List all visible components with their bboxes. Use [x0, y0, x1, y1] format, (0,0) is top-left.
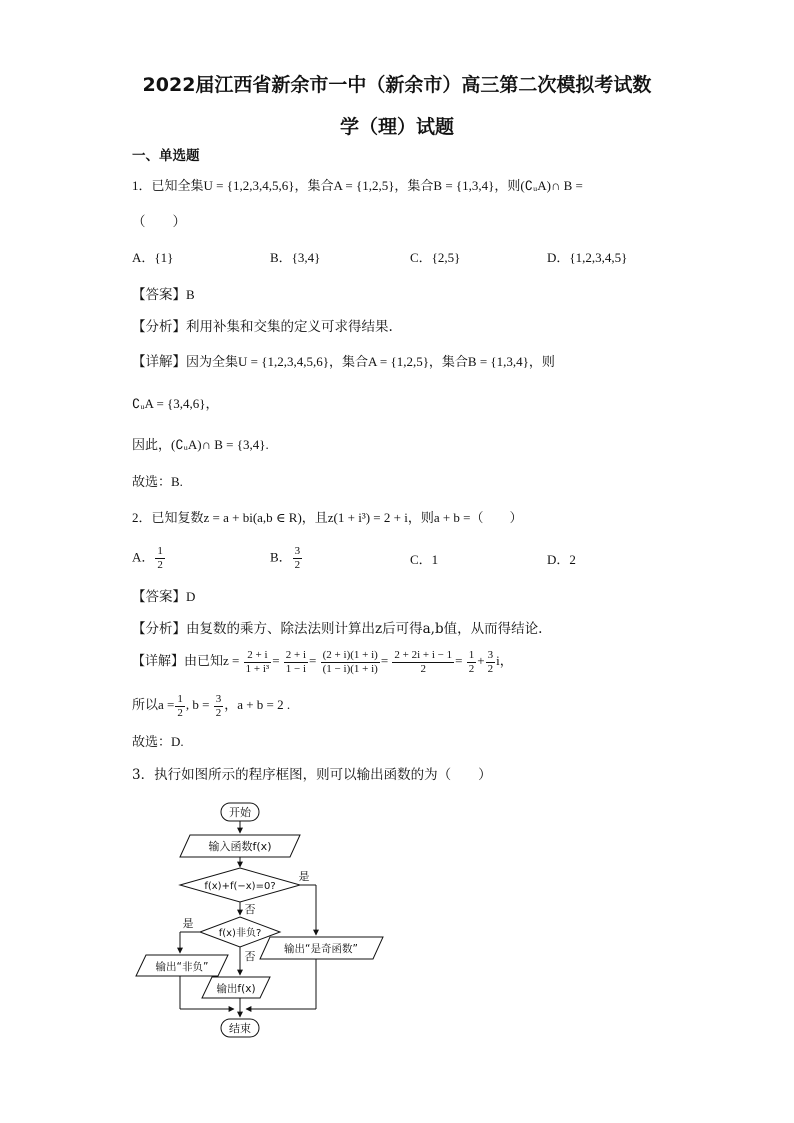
q1-option-b: B．{3,4}	[270, 250, 321, 265]
q2-so-b-den: 2	[215, 706, 222, 719]
q2-answer-tag: 【答案】	[132, 589, 186, 605]
q2-frac-2-den: 1 − i	[285, 662, 307, 675]
q2-frac-4-num: 2 + 2i + i − 1	[394, 648, 453, 661]
flowchart-decision2-label: f(x)非负?	[218, 928, 262, 939]
q2-analysis-row	[132, 620, 542, 638]
flowchart-input-label: 输入函数f(x)	[208, 840, 272, 853]
q2-frac-6	[486, 649, 496, 676]
q2-frac-4	[392, 649, 454, 676]
q2-option-a-label: A．	[132, 549, 155, 565]
q1-analysis: 利用补集和交集的定义可求得结果.	[186, 319, 393, 335]
q2-frac-1-den: 1 + i³	[245, 662, 270, 675]
q2-frac-5-num: 1	[468, 648, 475, 661]
q2-frac-3-num: (2 + i)(1 + i)	[322, 648, 378, 661]
q2-conclusion: 故选：D.	[132, 734, 184, 749]
q2-option-b-label: B．	[270, 549, 292, 565]
flowchart-yes2-label: 是	[182, 917, 194, 930]
q2-option-c: C．1	[410, 552, 439, 567]
q1-answer-tag: 【答案】	[132, 287, 186, 303]
q2-frac-6-num: 3	[487, 648, 494, 661]
q1-detail-tag: 【详解】	[132, 354, 186, 370]
q2-tail-i: i，	[496, 653, 513, 668]
q1-analysis-tag: 【分析】	[132, 319, 186, 335]
q1-detail-line1: 因为全集U = {1,2,3,4,5,6}，集合A = {1,2,5}，集合B = {1,3,4}，则	[186, 354, 555, 369]
q2-analysis: 由复数的乘方、除法法则计算出z后可得a,b值，从而得结论.	[186, 621, 543, 637]
q3-stem: 3．执行如图所示的程序框图，则可以输出函数的为（ ）	[132, 767, 492, 783]
q1-analysis-row	[132, 318, 393, 336]
q1-paren: （ ）	[132, 214, 186, 230]
q2-stem: 2．已知复数z = a + bi(a,b ∈ R)，且z(1 + i³) = 2 + i，则a + b =（ ）	[132, 510, 523, 525]
q1-option-c: C．{2,5}	[410, 250, 461, 265]
q2-so-a-den: 2	[177, 706, 183, 719]
q2-so-prefix: 所以a =	[132, 697, 175, 712]
flowchart	[120, 795, 400, 1050]
q1-option-d: D．{1,2,3,4,5}	[547, 250, 628, 265]
section-heading: 一、单选题	[132, 148, 200, 164]
flowchart-end-label: 结束	[229, 1022, 251, 1035]
q2-detail-prefix: 由已知z =	[184, 653, 240, 668]
page-title-line2: 学（理）试题	[339, 116, 454, 138]
flowchart-out-fx-label: 输出f(x)	[216, 983, 256, 995]
q2-frac-2	[284, 649, 308, 676]
flowchart-yes1-label: 是	[298, 870, 310, 883]
q2-frac-4-den: 2	[420, 662, 427, 675]
q2-analysis-tag: 【分析】	[132, 621, 186, 637]
q2-detail-row: 【详解】由已知z = $\frac{2 + i}{\text{1 + i³}}$ = $\frac{2 + i}{1 - i}$ = $\frac{(2 + i)(1 + i)}{(1 - i)(1 + i)}$ = $\frac{2 + 2i + i - 1}{2}$ = $\frac{1}{2}$ + $\frac{3}{2}$ i，	[132, 648, 513, 675]
q2-frac-3-den: (1 − i)(1 + i)	[322, 662, 378, 675]
flowchart-no2-label: 否	[244, 950, 256, 963]
flowchart-decision1-label: f(x)+f(−x)=0?	[204, 881, 276, 892]
q2-option-a-fraction	[155, 545, 165, 572]
q2-so-row	[132, 692, 290, 720]
q1-conclusion: 故选：B.	[132, 474, 183, 489]
q2-so-b: , b =	[185, 697, 210, 712]
q2-frac-1-num: 2 + i	[244, 649, 272, 663]
q2-answer-row	[132, 588, 195, 606]
q2-so-a-frac	[175, 693, 185, 720]
q1-detail-line3: 因此，(∁ᵤA)∩ B = {3,4}.	[132, 437, 269, 452]
flowchart-no1-label: 否	[244, 903, 256, 916]
flowchart-out-odd-label: 输出“是奇函数”	[284, 943, 358, 955]
q2-frac-1	[244, 649, 272, 676]
q2-frac-5	[467, 649, 477, 676]
q2-option-b-den: 2	[294, 559, 301, 571]
q2-option-b-num: 3	[294, 545, 301, 557]
q2-answer: D	[186, 589, 196, 604]
q2-option-d: D．2	[547, 552, 576, 567]
q1-answer: B	[186, 287, 195, 302]
q2-frac-6-den: 2	[487, 662, 494, 675]
q2-so-a-num: 1	[177, 692, 183, 705]
q2-detail-tag: 【详解】	[132, 654, 185, 669]
q1-detail-row	[132, 353, 555, 371]
page-title-line1: 2022届江西省新余市一中（新余市）高三第二次模拟考试数	[142, 74, 652, 96]
q2-frac-2-num: 2 + i	[285, 648, 307, 661]
flowchart-start-label: 开始	[229, 806, 251, 819]
q1-stem: 1．已知全集U = {1,2,3,4,5,6}，集合A = {1,2,5}，集合B = {1,3,4}，则(∁ᵤA)∩ B =	[132, 178, 583, 193]
q2-so-b-num: 3	[215, 692, 222, 705]
q2-option-a-num: 1	[157, 545, 163, 557]
q1-answer-row	[132, 286, 195, 304]
q2-frac-5-den: 2	[468, 662, 475, 675]
q2-option-a	[132, 545, 166, 572]
q2-plus: +	[477, 653, 485, 668]
q2-option-a-den: 2	[157, 559, 163, 571]
q2-option-b	[270, 545, 303, 572]
q2-option-b-fraction	[293, 545, 303, 572]
q1-option-a: A．{1}	[132, 250, 174, 265]
q2-frac-3	[321, 649, 380, 676]
q1-detail-line2: ∁ᵤA = {3,4,6}，	[132, 396, 219, 411]
flowchart-out-nonneg-label: 输出“非负”	[155, 961, 209, 973]
q2-so-b-frac	[214, 693, 224, 720]
q2-so-tail: ，a + b = 2 .	[224, 697, 291, 712]
